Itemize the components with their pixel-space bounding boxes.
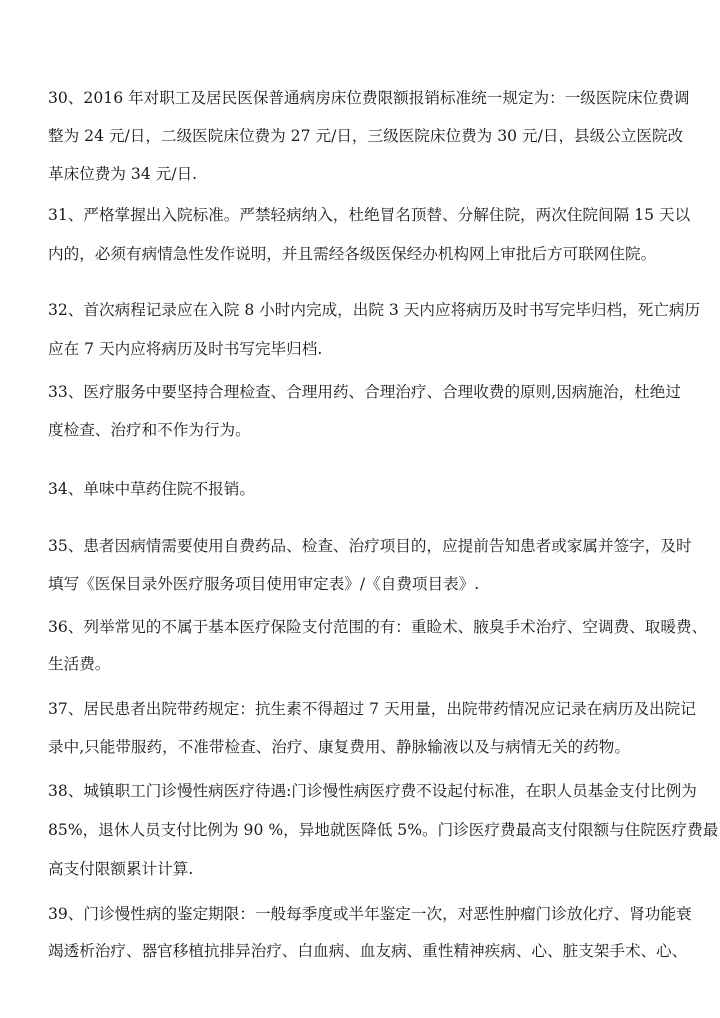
paragraph-line: 30、2016 年对职工及居民医保普通病房床位费限额报销标准统一规定为：一级医院床位费调 [48,89,690,107]
paragraph-line: 高支付限额累计计算. [48,860,194,878]
paragraph-line: 度检查、治疗和不作为行为。 [48,421,251,439]
paragraph-line: 36、列举常见的不属于基本医疗保险支付范围的有：重睑术、腋臭手术治疗、空调费、取暖费、 [48,618,708,636]
paragraph-line: 85%，退休人员支付比例为 90 %，异地就医降低 5%。门诊医疗费最高支付限额与住院医疗费最 [48,821,719,839]
paragraph-line: 31、严格掌握出入院标准。严禁轻病纳入，杜绝冒名顶替、分解住院，两次住院间隔 15 天以 [48,206,691,224]
paragraph-line: 应在 7 天内应将病历及时书写完毕归档. [48,340,323,358]
paragraph-line: 填写《医保目录外医疗服务项目使用审定表》/《自费项目表》. [48,575,480,593]
paragraph-line: 38、城镇职工门诊慢性病医疗待遇:门诊慢性病医疗费不设起付标准，在职人员基金支付比例为 [48,782,697,800]
paragraph-line: 37、居民患者出院带药规定：抗生素不得超过 7 天用量，出院带药情况应记录在病历及出院记 [48,700,696,718]
paragraph-line: 革床位费为 34 元/日. [48,165,198,183]
paragraph-line: 生活费。 [48,655,111,673]
paragraph-line: 整为 24 元/日，二级医院床位费为 27 元/日，三级医院床位费为 30 元/日，县级公立医院改 [48,127,684,145]
paragraph-line: 内的，必须有病情急性发作说明，并且需经各级医保经办机构网上审批后方可联网住院。 [48,245,657,263]
paragraph-line: 34、单味中草药住院不报销。 [48,480,255,498]
paragraph-line: 35、患者因病情需要使用自费药品、检查、治疗项目的，应提前告知患者或家属并签字，及时 [48,537,692,555]
paragraph-line: 录中,只能带服药，不准带检查、治疗、康复费用、静脉输液以及与病情无关的药物。 [48,738,630,756]
paragraph-line: 竭透析治疗、器官移植抗排异治疗、白血病、血友病、重性精神疾病、心、脏支架手术、心、 [48,942,688,960]
paragraph-line: 32、首次病程记录应在入院 8 小时内完成，出院 3 天内应将病历及时书写完毕归档，死亡病历 [48,301,701,319]
paragraph-line: 39、门诊慢性病的鉴定期限：一般每季度或半年鉴定一次，对恶性肿瘤门诊放化疗、肾功能衰 [48,905,692,923]
paragraph-line: 33、医疗服务中要坚持合理检查、合理用药、合理治疗、合理收费的原则,因病施治，杜绝过 [48,383,681,401]
